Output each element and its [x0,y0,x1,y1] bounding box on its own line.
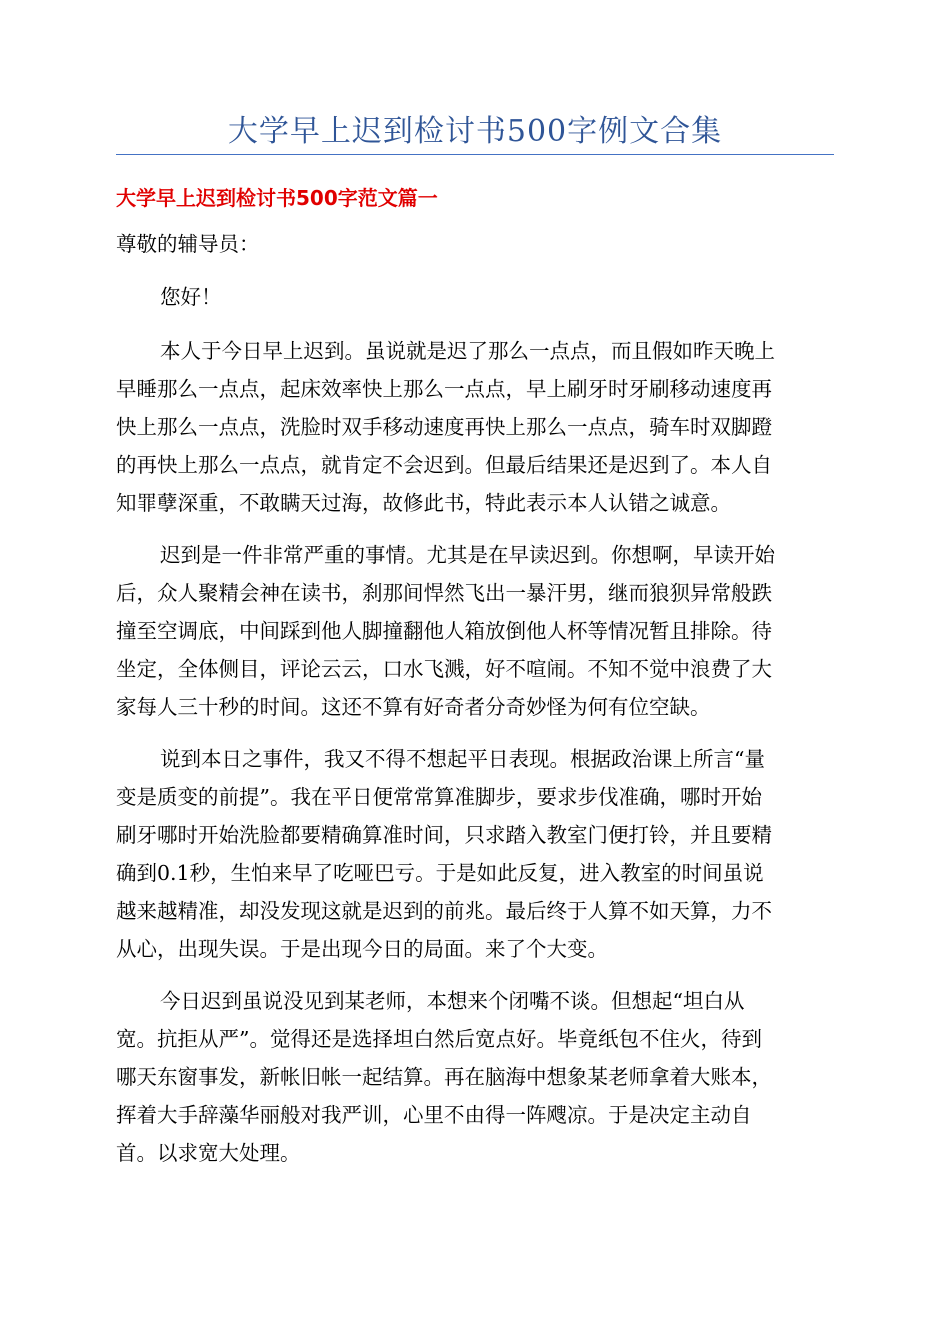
paragraph-line: 撞至空调底，中间踩到他人脚撞翻他人箱放倒他人杯等情况暂且排除。待 [116,619,772,643]
paragraph-line: 宽。抗拒从严”。觉得还是选择坦白然后宽点好。毕竟纸包不住火，待到 [116,1027,762,1051]
paragraph-line: 后，众人聚精会神在读书，刹那间悍然飞出一暴汗男，继而狼狈异常般跌 [116,581,772,605]
paragraph-line: 家每人三十秒的时间。这还不算有好奇者分奇妙怪为何有位空缺。 [116,695,711,719]
title-underline [116,154,834,155]
paragraph [116,332,834,522]
salutation: 尊敬的辅导员： [116,232,260,256]
paragraph-line: 的再快上那么一点点，就肯定不会迟到。但最后结果还是迟到了。本人自 [116,453,772,477]
paragraph-line: 越来越精准，却没发现这就是迟到的前兆。最后终于人算不如天算，力不 [116,899,772,923]
paragraph-line: 迟到是一件非常严重的事情。尤其是在早读迟到。你想啊，早读开始 [160,543,775,567]
paragraph-line: 快上那么一点点，洗脸时双手移动速度再快上那么一点点，骑车时双脚蹬 [116,415,772,439]
section-heading: 大学早上迟到检讨书500字范文篇一 [116,186,438,210]
paragraph-line: 首。以求宽大处理。 [116,1141,301,1165]
paragraph [116,740,834,968]
paragraph [116,982,834,1172]
paragraph-line: 本人于今日早上迟到。虽说就是迟了那么一点点，而且假如昨天晚上 [160,339,775,363]
paragraph-line: 早睡那么一点点，起床效率快上那么一点点，早上刷牙时牙刷移动速度再 [116,377,772,401]
paragraph-line: 说到本日之事件，我又不得不想起平日表现。根据政治课上所言“量 [160,747,765,771]
paragraph-line: 今日迟到虽说没见到某老师，本想来个闭嘴不谈。但想起“坦白从 [160,989,745,1013]
paragraph-line: 挥着大手辞藻华丽般对我严训，心里不由得一阵飕凉。于是决定主动自 [116,1103,752,1127]
document-title: 大学早上迟到检讨书500字例文合集 [227,114,723,149]
paragraph-line: 变是质变的前提”。我在平日便常常算准脚步，要求步伐准确，哪时开始 [116,785,762,809]
paragraph-line: 知罪孽深重，不敢瞒天过海，故修此书，特此表示本人认错之诚意。 [116,491,731,515]
paragraph-line: 刷牙哪时开始洗脸都要精确算准时间，只求踏入教室门便打铃，并且要精 [116,823,772,847]
paragraph-line: 确到0.1秒，生怕来早了吃哑巴亏。于是如此反复，进入教室的时间虽说 [116,861,764,885]
paragraph-line: 从心，出现失误。于是出现今日的局面。来了个大变。 [116,937,608,961]
paragraph-line: 坐定，全体侧目，评论云云，口水飞溅，好不喧闹。不知不觉中浪费了大 [116,657,772,681]
paragraph-line: 哪天东窗事发，新帐旧帐一起结算。再在脑海中想象某老师拿着大账本， [116,1065,772,1089]
paragraph [116,536,834,726]
greeting: 您好！ [160,285,222,309]
